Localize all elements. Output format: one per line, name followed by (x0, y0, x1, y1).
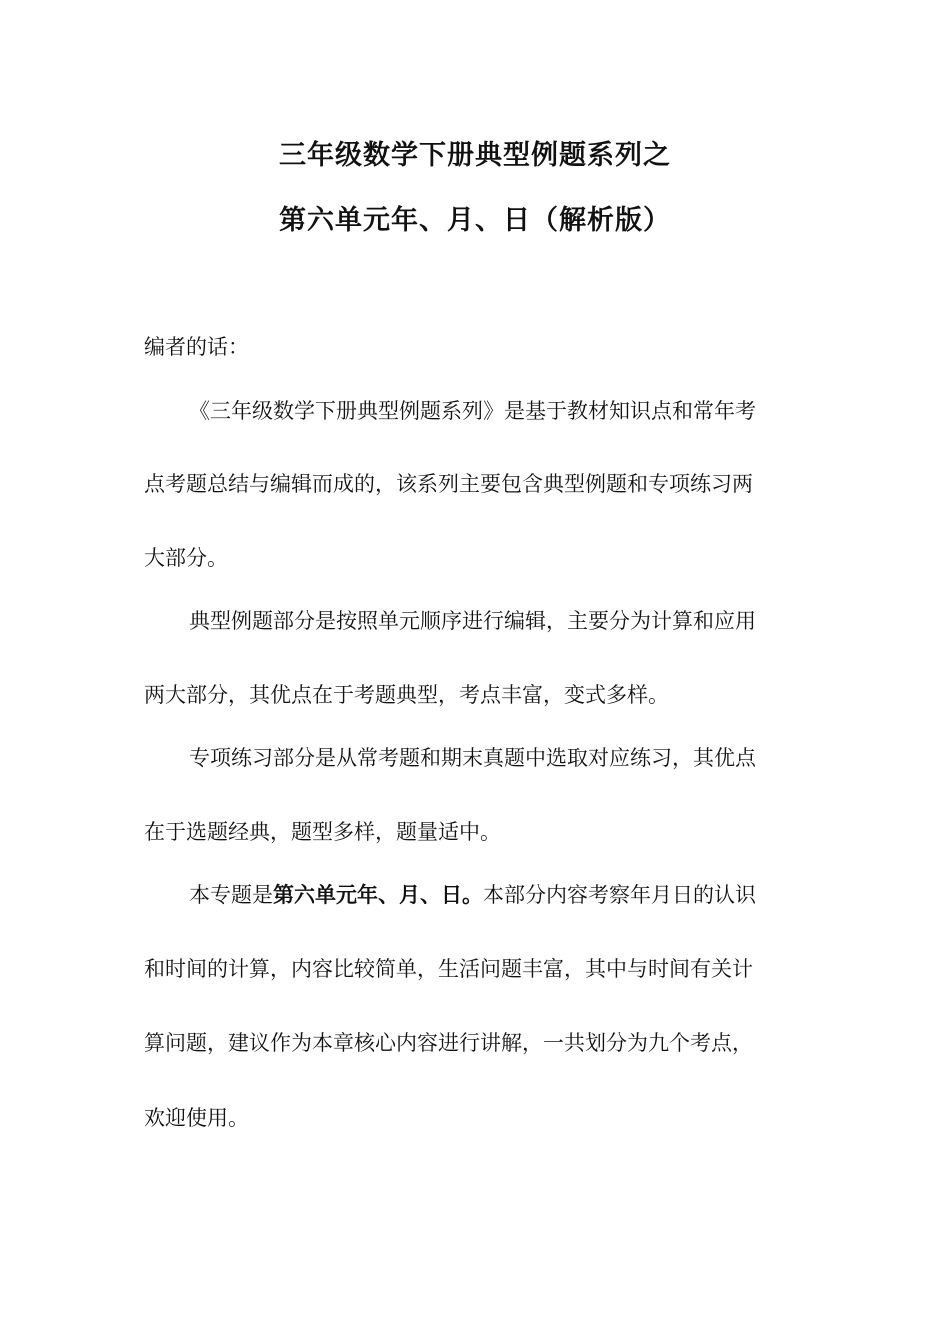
paragraph-2-line-2: 两大部分，其优点在于考题典型，考点丰富，变式多样。 (144, 683, 669, 707)
paragraph-4-topic-highlight: 第六单元年、月、日。 (273, 883, 483, 907)
paragraph-4-line-3: 算问题，建议作为本章核心内容进行讲解，一共划分为九个考点， (144, 1031, 753, 1055)
paragraph-3-line-2: 在于选题经典，题型多样，题量适中。 (144, 820, 501, 844)
paragraph-2-line-1: 典型例题部分是按照单元顺序进行编辑，主要分为计算和应用 (189, 609, 756, 633)
paragraph-3-line-1: 专项练习部分是从常考题和期末真题中选取对应练习，其优点 (189, 746, 756, 770)
preface-heading: 编者的话： (144, 335, 249, 359)
document-title-line-2: 第六单元年、月、日（解析版） (279, 205, 671, 236)
document-title-line-1: 三年级数学下册典型例题系列之 (279, 140, 671, 171)
paragraph-1-line-2: 点考题总结与编辑而成的，该系列主要包含典型例题和专项练习两 (144, 472, 753, 496)
paragraph-1-line-3: 大部分。 (144, 546, 228, 570)
paragraph-4-description: 本部分内容考察年月日的认识 (483, 883, 756, 907)
paragraph-4-intro: 本专题是 (189, 883, 273, 907)
paragraph-4-line-2: 和时间的计算，内容比较简单，生活问题丰富，其中与时间有关计 (144, 957, 753, 981)
paragraph-1-line-1: 《三年级数学下册典型例题系列》是基于教材知识点和常年考 (189, 399, 756, 423)
paragraph-4-line-4: 欢迎使用。 (144, 1106, 249, 1130)
paragraph-4-line-1 (189, 880, 851, 910)
